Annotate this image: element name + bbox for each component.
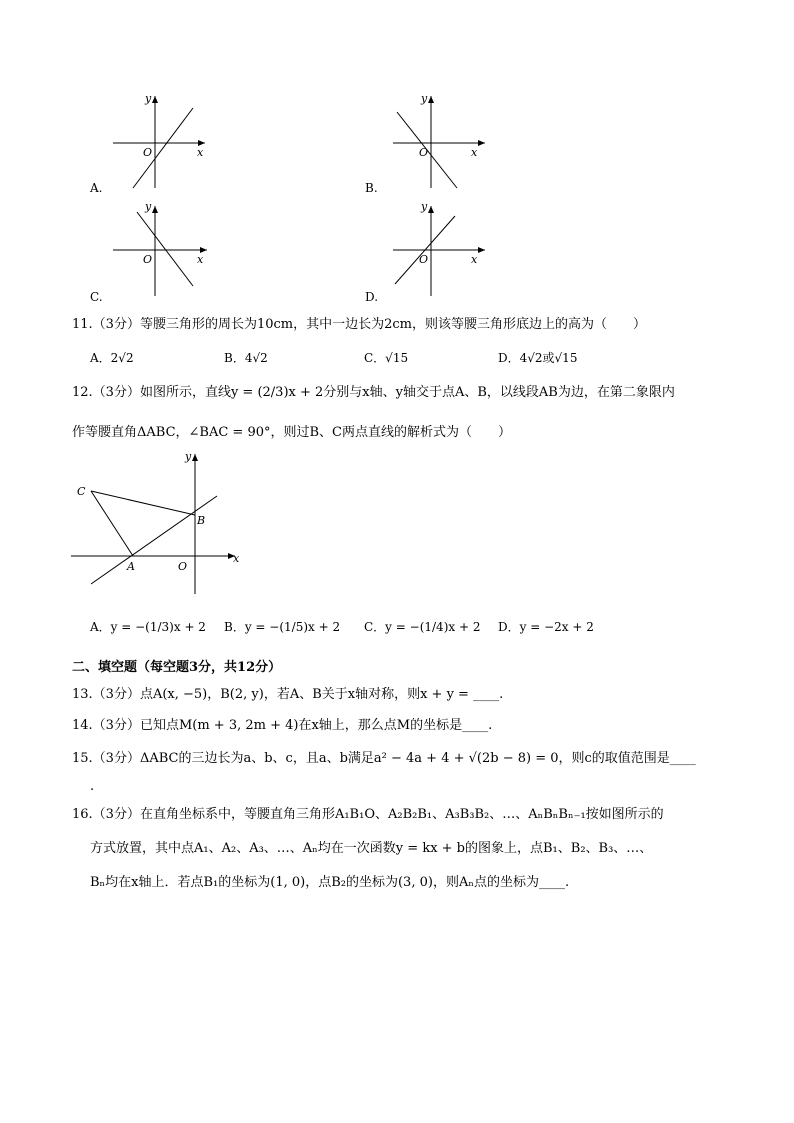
question-12-line1 (72, 384, 675, 402)
question-13 (72, 686, 503, 704)
y-axis-label: y (145, 200, 152, 213)
q13-text: 点A(x, −5)，B(2, y)，若A、B关于x轴对称，则x + y = ____. (139, 687, 504, 702)
graph-a (85, 88, 225, 198)
x-axis-label: x (471, 253, 478, 266)
q12-option-d: D．y = −2x + 2 (498, 620, 594, 634)
option-d-label: D. (365, 290, 379, 304)
q13-prefix: 13.（3分） (72, 687, 140, 702)
question-16-line2: 方式放置，其中点A₁、A₂、A₃、…、Aₙ均在一次函数y = kx + b的图象上，点B₁、B₂、B₃、…、 (90, 841, 653, 856)
y-axis-label: y (421, 200, 428, 213)
q11-text: 等腰三角形的周长为10cm，其中一边长为2cm，则该等腰三角形底边上的高为（ ） (139, 317, 646, 332)
q12-option-c: C．y = −(1/4)x + 2 (364, 620, 481, 634)
question-11 (72, 316, 646, 334)
origin-label: O (143, 146, 153, 159)
q12-option-a: A．y = −(1/3)x + 2 (90, 620, 206, 634)
graph-b (365, 88, 505, 198)
point-b-label: B (197, 514, 206, 527)
point-a-label: A (127, 560, 135, 573)
option-b-label: B. (365, 181, 378, 195)
x-axis-label: x (471, 146, 478, 159)
q12-option-b: B．y = −(1/5)x + 2 (224, 620, 341, 634)
y-axis-label: y (421, 92, 428, 105)
q12-figure (65, 448, 255, 598)
origin-label: O (419, 253, 429, 266)
x-axis-label: x (197, 146, 204, 159)
y-axis-label: y (185, 450, 192, 463)
q11-option-c: C．√15 (364, 351, 409, 365)
q15-tail: . (90, 779, 95, 794)
q11-option-a: A．2√2 (90, 351, 134, 365)
x-axis-label: x (197, 253, 204, 266)
q11-option-b: B．4√2 (224, 351, 268, 365)
q15-text: ΔABC的三边长为a、b、c，且a、b满足a² − 4a + 4 + √(2b − 8) = 0，则c的取值范围是____ (139, 751, 696, 766)
option-a-label: A. (90, 181, 103, 195)
origin-label: O (419, 146, 429, 159)
origin-label: O (178, 560, 188, 573)
q12-line1: 如图所示，直线y = (2/3)x + 2分别与x轴、y轴交于点A、B，以线段AB为边，在第二象限内 (139, 385, 675, 400)
q15-prefix: 15.（3分） (72, 751, 140, 766)
point-c-label: C (77, 485, 86, 498)
option-c-label: C. (90, 290, 103, 304)
q14-text: 已知点M(m + 3, 2m + 4)在x轴上，那么点M的坐标是____. (139, 718, 493, 733)
question-15 (72, 750, 696, 768)
y-axis-label: y (145, 92, 152, 105)
q12-prefix: 12.（3分） (72, 385, 140, 400)
q11-option-d: D．4√2或√15 (498, 351, 578, 365)
x-axis-label: x (233, 552, 240, 565)
q16-prefix: 16.（3分） (72, 807, 140, 822)
q14-prefix: 14.（3分） (72, 718, 140, 733)
question-12-line2: 作等腰直角ΔABC，∠BAC = 90°，则过B、C两点直线的解析式为（ ） (72, 425, 511, 440)
origin-label: O (143, 253, 153, 266)
question-16-line3: Bₙ均在x轴上．若点B₁的坐标为(1, 0)，点B₂的坐标为(3, 0)，则Aₙ点的坐标为____. (90, 875, 570, 890)
question-16-line1 (72, 806, 664, 824)
section-fill-in-title: 二、填空题（每空题3分，共12分） (72, 660, 282, 675)
graph-c (85, 200, 225, 300)
q16-line1: 在直角坐标系中，等腰直角三角形A₁B₁O、A₂B₂B₁、A₃B₃B₂、…、AₙBₙBₙ₋₁按如图所示的 (139, 807, 664, 822)
q11-prefix: 11.（3分） (72, 317, 140, 332)
graph-d (365, 200, 505, 300)
question-14 (72, 717, 492, 735)
